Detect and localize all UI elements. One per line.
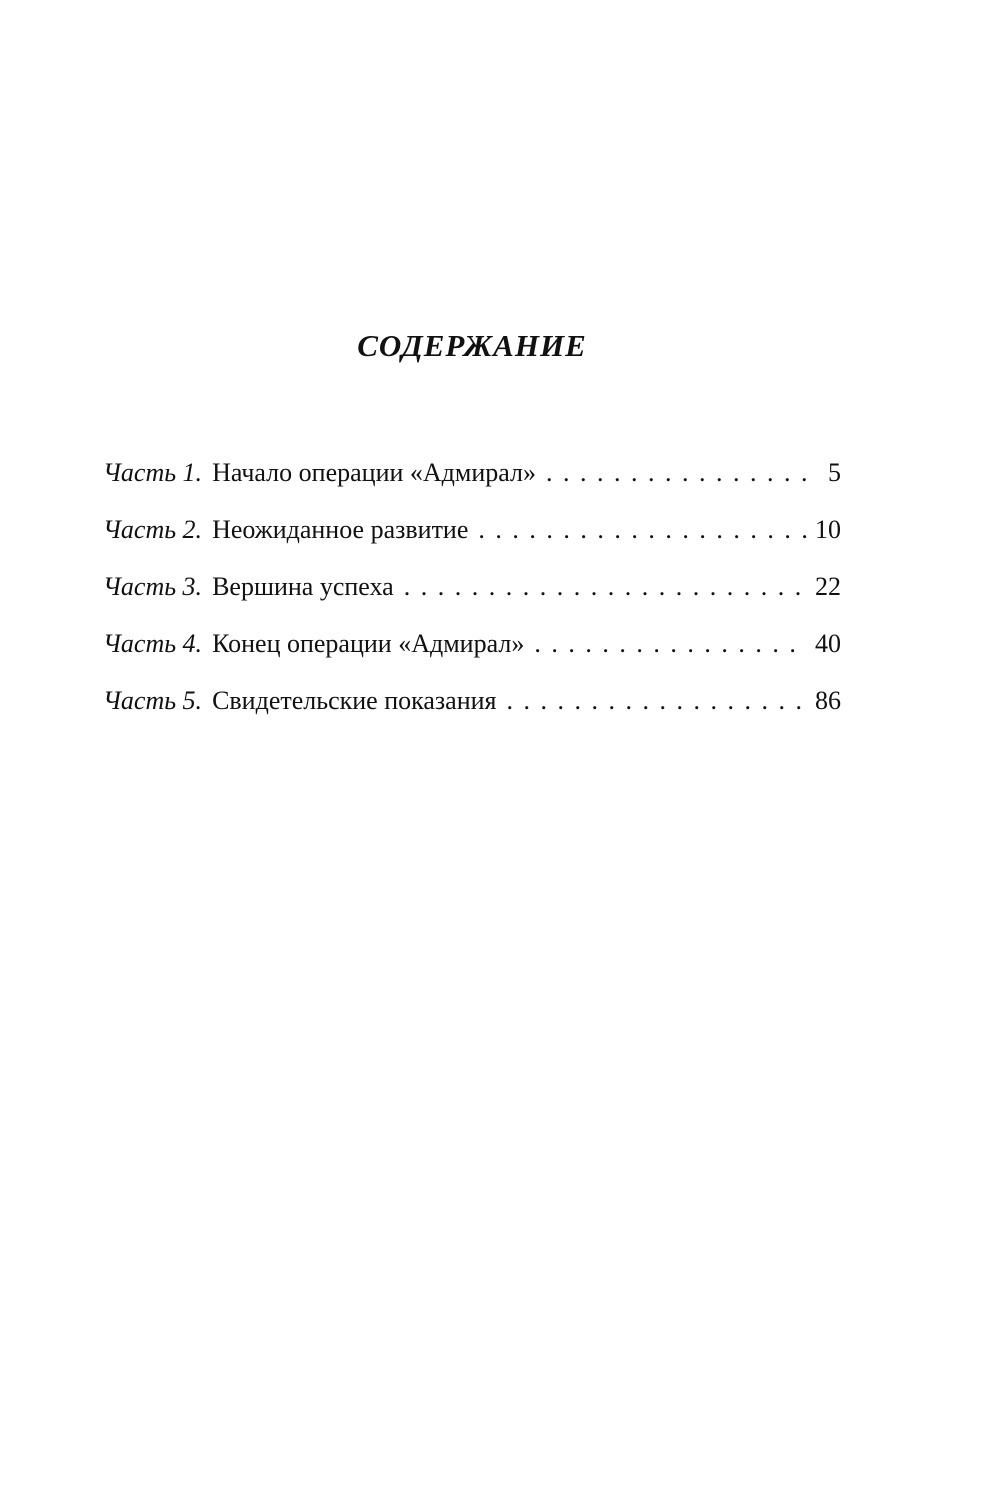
toc-entry-label: Часть 4. — [103, 629, 203, 658]
toc-entry — [103, 515, 841, 572]
toc-entry — [103, 629, 841, 686]
toc-entry-name: Начало операции «Адмирал» — [212, 458, 537, 487]
toc-entry-label: Часть 3. — [103, 572, 203, 601]
toc-dot-leader — [546, 458, 807, 488]
toc-entry — [103, 458, 841, 515]
toc-entry-page: 40 — [815, 629, 841, 658]
toc-entry-page: 10 — [815, 515, 841, 544]
toc-entry — [103, 686, 841, 743]
toc-dot-leader — [534, 629, 807, 659]
toc-entry-name: Вершина успеха — [212, 572, 394, 601]
toc-entry-page: 86 — [815, 686, 841, 715]
toc-entry-name: Неожиданное развитие — [212, 515, 469, 544]
toc-entry-label: Часть 1. — [103, 458, 203, 487]
toc-entry-label: Часть 2. — [103, 515, 203, 544]
toc-dot-leader — [507, 686, 807, 716]
toc-entry-name: Конец операции «Адмирал» — [212, 629, 525, 658]
toc-dot-leader — [478, 515, 807, 545]
toc-list — [103, 458, 841, 743]
toc-title: СОДЕРЖАНИЕ — [357, 328, 587, 363]
toc-entry-page: 5 — [828, 458, 841, 487]
toc-entry — [103, 572, 841, 629]
toc-entry-name: Свидетельские показания — [212, 686, 497, 715]
toc-entry-page: 22 — [815, 572, 841, 601]
toc-dot-leader — [404, 572, 807, 602]
toc-entry-label: Часть 5. — [103, 686, 203, 715]
